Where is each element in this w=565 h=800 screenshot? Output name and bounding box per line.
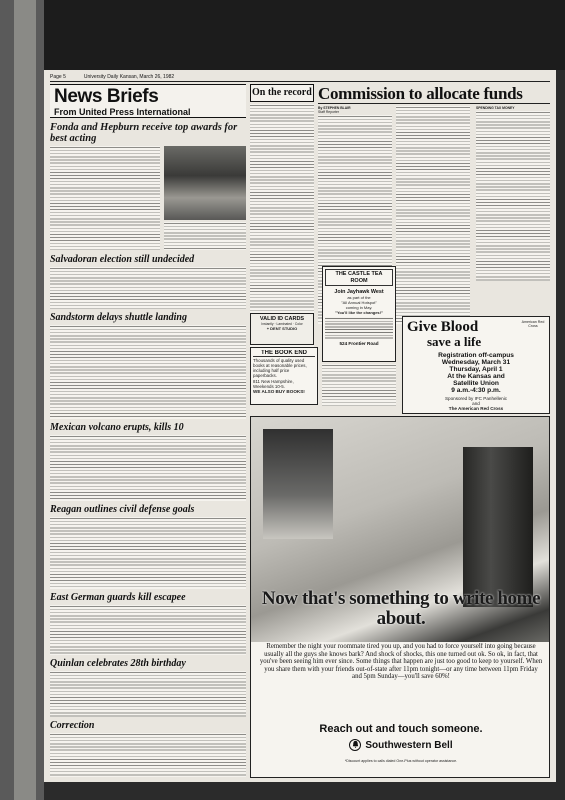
bell-brand: Southwestern Bell [365,739,453,751]
bell-body: Remember the night your roommate tired you up, and you had to force yourself into going because usually all the guys she knows bark? And shock of shocks, this one turned out ok. So ok, in fact, that you've been seeing him ever since. Some things that happen are just too good to keep to yourself. When you share them with your friends out-of-state after 11pm tonight—or any time between 11pm Friday and 5pm Sunday—you'll save 60%! [259,643,543,681]
bell-fineprint: *Discount applies to calls dialed One-Plus without operator assistance. [344,759,458,763]
paper-dateline: University Daily Kansan, March 26, 1982 [83,74,175,80]
story-body [164,222,246,250]
story-body [50,733,246,777]
book-end-line: books at reasonable prices, [253,363,307,368]
valid-id-line: + DENT STUDIO [266,326,298,331]
commission-subhead: SPENDING TAX MONEY [476,106,515,110]
commission-body [322,364,396,406]
story-headline: Salvadoran election still undecided [50,254,195,265]
story-body [50,671,246,717]
newspaper-page [44,70,556,782]
page-folio [50,74,550,82]
commission-body [476,111,550,281]
book-end-line: 811 New Hampshire, [253,379,294,384]
story-body [50,146,160,250]
drive-location: At the Kansas and [447,373,505,380]
drive-date: Thursday, April 1 [449,366,503,373]
story-headline: Mexican volcano erupts, kills 10 [50,422,184,433]
story-body [50,517,246,589]
valid-id-line: Instantly · Laminated · Color [261,322,303,326]
drive-date: Wednesday, March 31 [441,359,511,366]
news-briefs-source: From United Press International [54,107,191,117]
drive-sponsor: Sponsored by IFC Panhellenic [444,396,508,401]
drive-location: Satellite Union [453,380,499,387]
bell-logo-icon [349,739,361,751]
story-headline: Sandstorm delays shuttle landing [50,312,187,323]
actress-photo [164,146,246,220]
save-a-life-title: save a life [427,335,482,349]
registration-line: Registration off-campus [438,352,514,359]
valid-id-title: VALID ID CARDS [259,316,305,322]
scan-background [44,0,565,70]
commission-body [396,106,470,324]
bell-logo-row [251,739,550,751]
bell-headline: Now that's something to write home about. [261,589,541,629]
commission-headline: Commission to allocate funds [318,84,550,104]
book-end-line: including half price [253,368,290,373]
commission-byline: By STEPHEN BLAIR [318,106,351,110]
drive-sponsor: The American Red Cross [448,406,504,411]
drive-sponsor: and [472,401,480,406]
story-body [50,325,246,419]
book-end-line: Thousands of quality used [253,358,305,363]
cabinet-drawers [463,447,533,607]
castle-line: "You'll like the changes!" [335,310,383,315]
southwestern-bell-ad [250,416,550,778]
desk-lamp [263,429,333,539]
castle-tea-room-ad [322,266,396,362]
castle-title: THE CASTLE TEA ROOM [325,269,393,286]
page-number: Page 5 [50,74,66,80]
binder-spine [14,0,36,800]
drive-time: 9 a.m.-4:30 p.m. [451,387,501,394]
story-body [50,435,246,501]
red-cross-blood-drive-ad [402,316,550,414]
story-body [50,605,246,655]
news-briefs-title: News Briefs [54,87,159,107]
news-briefs-column [50,84,246,778]
book-end-line: paperbacks. [253,373,277,378]
story-headline: Fonda and Hepburn receive top awards for best acting [50,122,238,144]
castle-line: coming in May. [345,305,373,310]
give-blood-title: Give Blood [407,320,479,335]
story-body [50,267,246,309]
book-end-line: Weekends 10-5. [253,384,285,389]
on-the-record-title: On the record [250,84,314,102]
book-end-title: THE BOOK END [253,350,315,357]
story-headline: Correction [50,720,95,731]
book-end-line: WE ALSO BUY BOOKS! [253,389,305,394]
story-headline: Reagan outlines civil defense goals [50,504,195,515]
news-briefs-masthead [50,84,246,118]
bell-cta: Reach out and touch someone. [319,723,483,735]
castle-line: "All Annual Hotspot" [341,300,377,305]
book-end-ad [250,347,318,405]
castle-address: 524 Frontier Road [339,341,379,346]
castle-menu-text [325,317,393,339]
red-cross-brand: American Red Cross [521,320,545,328]
story-headline: East German guards kill escapee [50,592,186,603]
castle-line: Join Jayhawk West [334,289,384,295]
commission-byline-title: Staff Reporter [318,110,340,114]
story-headline: Quinlan celebrates 28th birthday [50,658,186,669]
castle-line: as part of the [347,295,371,300]
valid-id-ad [250,313,314,345]
